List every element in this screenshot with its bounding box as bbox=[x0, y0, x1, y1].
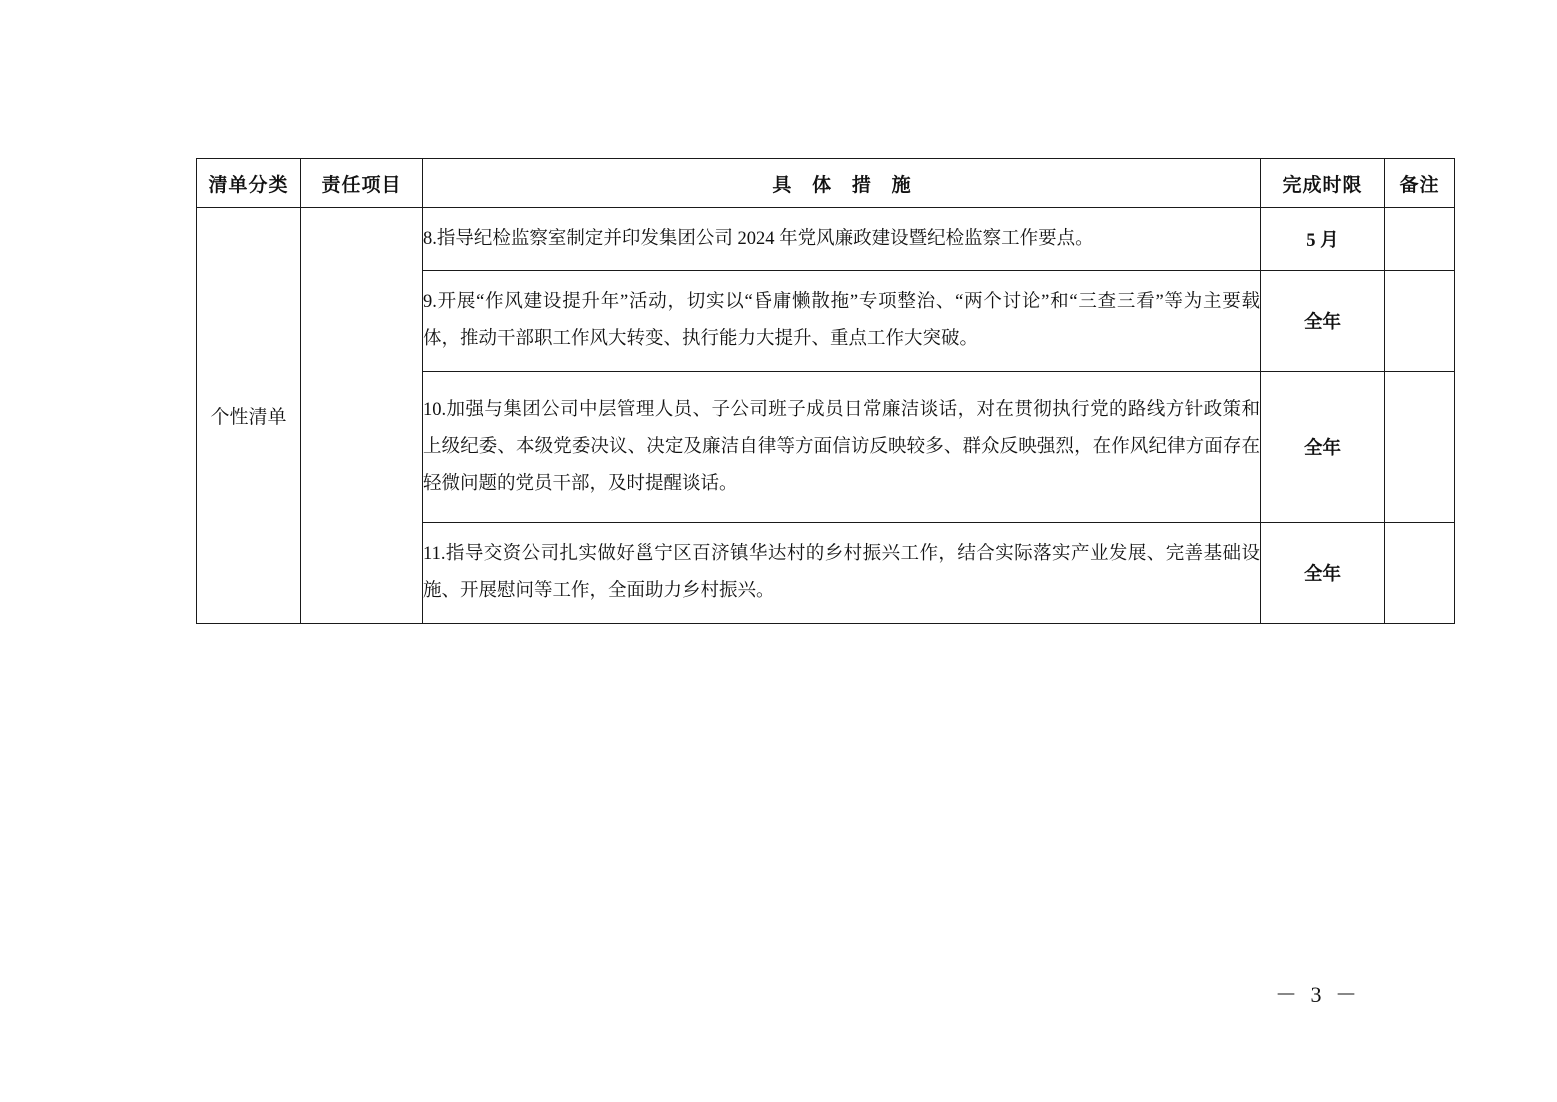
header-remark: 备注 bbox=[1385, 159, 1455, 208]
responsibility-cell bbox=[301, 208, 423, 624]
measure-cell: 8.指导纪检监察室制定并印发集团公司 2024 年党风廉政建设暨纪检监察工作要点。 bbox=[423, 208, 1261, 271]
due-cell: 全年 bbox=[1261, 372, 1385, 523]
header-due-date: 完成时限 bbox=[1261, 159, 1385, 208]
measure-cell: 10.加强与集团公司中层管理人员、子公司班子成员日常廉洁谈话，对在贯彻执行党的路线方针政策和上级纪委、本级党委决议、决定及廉洁自律等方面信访反映较多、群众反映强烈，在作风纪律方面存在轻微问题的党员干部，及时提醒谈话。 bbox=[423, 372, 1261, 523]
due-cell: 5 月 bbox=[1261, 208, 1385, 271]
header-measures: 具 体 措 施 bbox=[423, 159, 1261, 208]
category-cell: 个性清单 bbox=[197, 208, 301, 624]
measure-cell: 9.开展“作风建设提升年”活动，切实以“昏庸懒散拖”专项整治、“两个讨论”和“三查三看”等为主要载体，推动干部职工作风大转变、执行能力大提升、重点工作大突破。 bbox=[423, 271, 1261, 372]
note-cell bbox=[1385, 372, 1455, 523]
table-row bbox=[197, 208, 1455, 271]
table-header-row bbox=[197, 159, 1455, 208]
header-category: 清单分类 bbox=[197, 159, 301, 208]
note-cell bbox=[1385, 208, 1455, 271]
header-responsibility: 责任项目 bbox=[301, 159, 423, 208]
due-cell: 全年 bbox=[1261, 523, 1385, 624]
responsibility-list-table bbox=[196, 158, 1455, 624]
note-cell bbox=[1385, 523, 1455, 624]
due-cell: 全年 bbox=[1261, 271, 1385, 372]
note-cell bbox=[1385, 271, 1455, 372]
page-number: － 3 － bbox=[1274, 982, 1361, 1007]
measure-cell: 11.指导交资公司扎实做好邕宁区百济镇华达村的乡村振兴工作，结合实际落实产业发展、完善基础设施、开展慰问等工作，全面助力乡村振兴。 bbox=[423, 523, 1261, 624]
